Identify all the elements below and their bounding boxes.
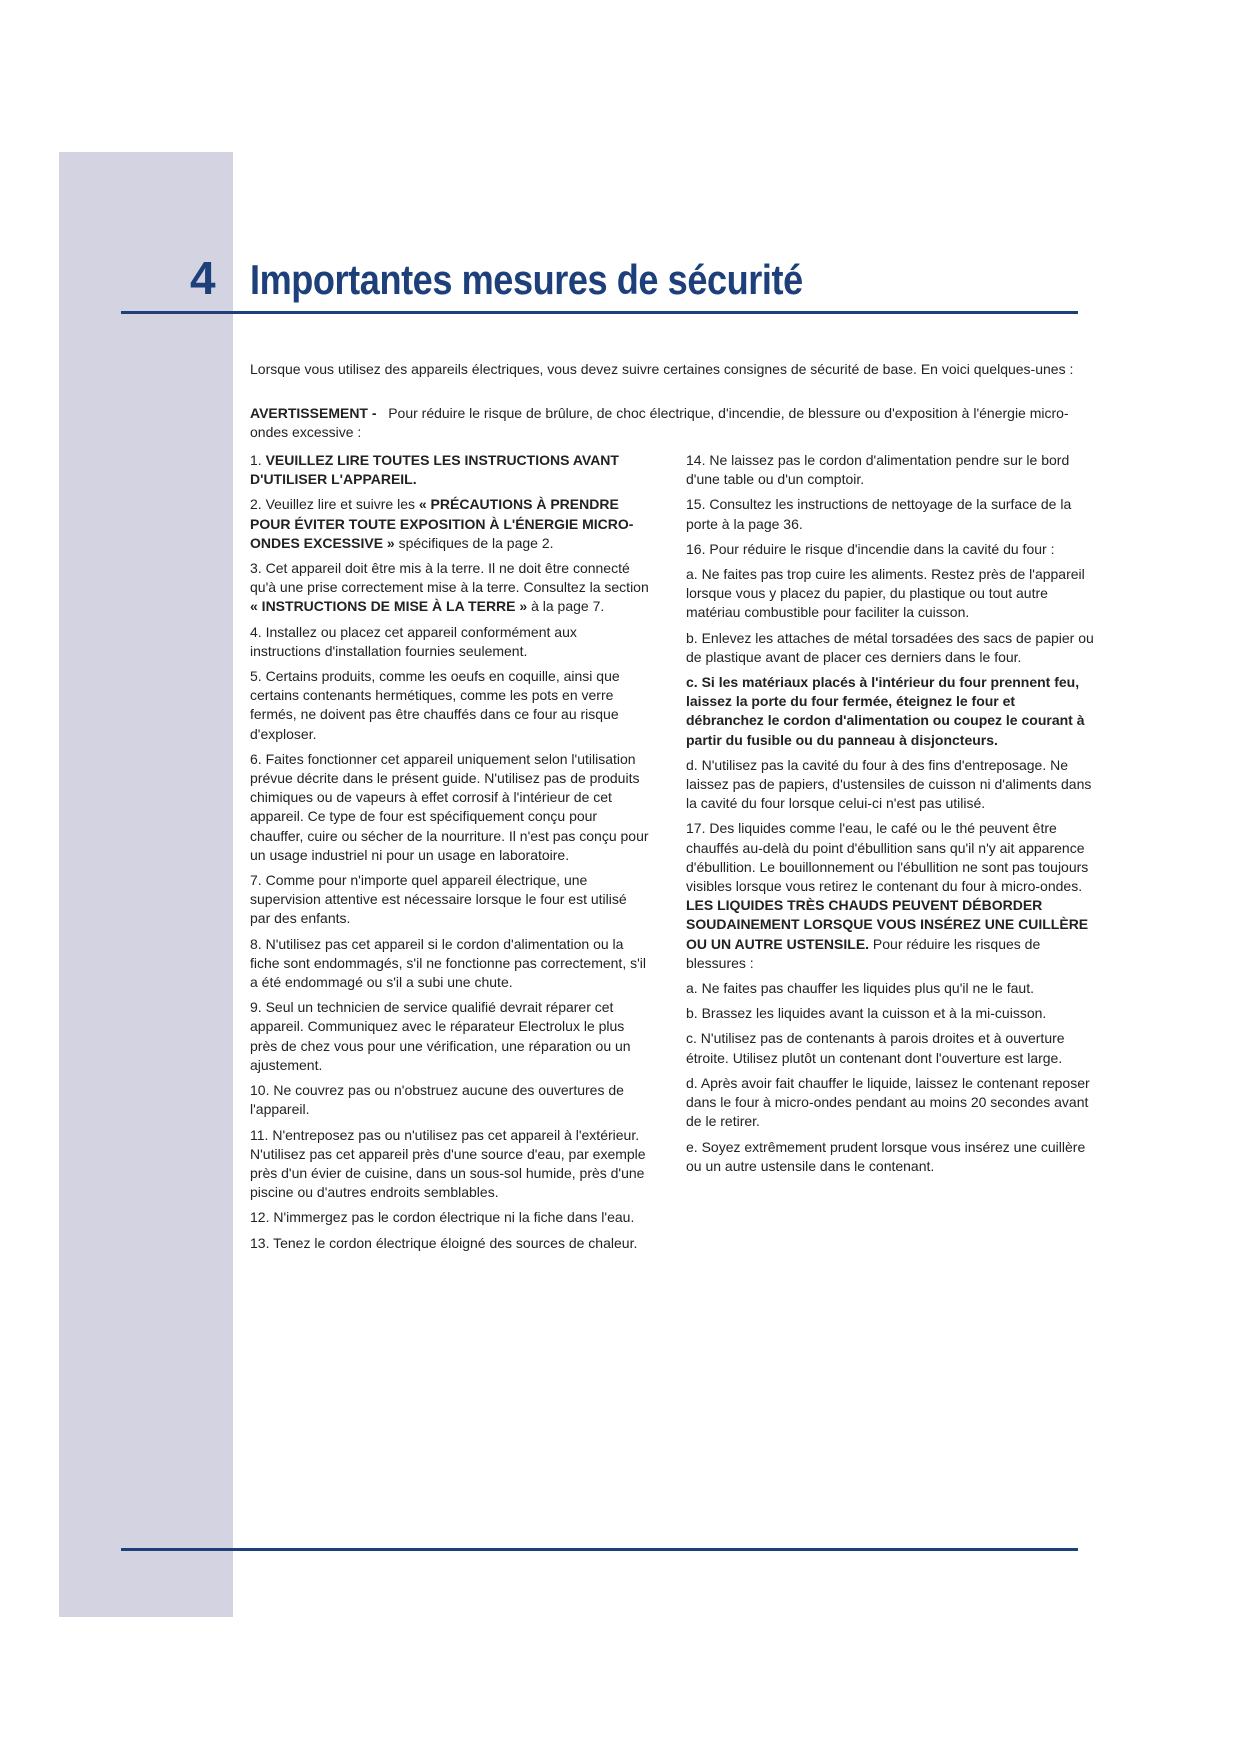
item-number: d.: [686, 1074, 698, 1091]
item-number: d.: [686, 756, 698, 773]
list-item: [686, 495, 1096, 533]
list-item: [250, 451, 650, 489]
item-text: Des liquides comme l'eau, le café ou le thé peuvent être chauffés au-delà du point d'ébullition sans qu'il n'y ait apparence d'ébullition. Le bouillonnement ou l'ébullition ne sont pas toujours visibles lorsque vous retirez le contenant du four à micro-ondes.: [686, 820, 1089, 895]
list-item: [250, 750, 650, 865]
item-number: 5.: [250, 668, 262, 685]
item-text: Soyez extrêmement prudent lorsque vous insérez une cuillère ou un autre ustensile dans le contenant.: [686, 1138, 1086, 1174]
item-text: N'entreposez pas ou n'utilisez pas cet appareil à l'extérieur. N'utilisez pas cet appareil près d'une source d'eau, par exemple près d'un évier de cuisine, dans un sous-sol humide, près d'une piscine ou d'autres endroits semblables.: [250, 1126, 646, 1201]
item-text: Installez ou placez cet appareil conformément aux instructions d'installation fournies seulement.: [250, 623, 577, 659]
item-text: à la page 7.: [527, 598, 605, 615]
item-number: e.: [686, 1138, 698, 1155]
item-bold-text: VEUILLEZ LIRE TOUTES LES INSTRUCTIONS AVANT D'UTILISER L'APPAREIL.: [250, 452, 619, 488]
item-number: a.: [686, 566, 698, 583]
item-number: b.: [686, 1005, 698, 1022]
sidebar-band: [59, 152, 233, 1617]
item-number: c.: [686, 674, 698, 691]
item-text: Enlevez les attaches de métal torsadées des sacs de papier ou de plastique avant de placer ces derniers dans le four.: [686, 629, 1094, 665]
item-text: N'immergez pas le cordon électrique ni la fiche dans l'eau.: [273, 1209, 635, 1226]
item-text: N'utilisez pas la cavité du four à des fins d'entreposage. Ne laissez pas de papiers, d'ustensiles de cuisson ni d'aliments dans la cavité du four lorsque celui-ci n'est pas utilisé.: [686, 756, 1092, 812]
list-item: [686, 979, 1096, 998]
list-item: [686, 756, 1096, 814]
item-text: Consultez les instructions de nettoyage de la surface de la porte à la page 36.: [686, 496, 1072, 532]
item-text: Pour réduire le risque d'incendie dans la cavité du four :: [709, 540, 1055, 557]
intro-paragraph: Lorsque vous utilisez des appareils électriques, vous devez suivre certaines consignes de sécurité de base. En voici quelques-unes :: [250, 361, 1074, 377]
item-text: Faites fonctionner cet appareil uniquement selon l'utilisation prévue décrite dans le présent guide. N'utilisez pas de produits chimiques ou de vapeurs à effet corrosif à l'intérieur de cet appareil. Ce type de four est spécifiquement conçu pour chauffer, cuire ou sécher de la nourriture. Il n'est pas conçu pour un usage industriel ni pour un usage en laboratoire.: [250, 750, 649, 863]
item-text: N'utilisez pas cet appareil si le cordon d'alimentation ou la fiche sont endommagés, s'il ne fonctionne pas correctement, s'il a été endommagé ou s'il a subi une chute.: [250, 935, 646, 991]
page-title: Importantes mesures de sécurité: [250, 256, 803, 303]
list-item: [686, 673, 1096, 750]
item-number: 2.: [250, 496, 262, 513]
item-text: Ne couvrez pas ou n'obstruez aucune des ouvertures de l'appareil.: [250, 1082, 624, 1118]
item-text: Pour réduire les risques de blessures :: [686, 935, 1041, 971]
list-item: [250, 1208, 650, 1227]
item-number: 9.: [250, 999, 262, 1016]
page-number: 4: [190, 252, 216, 304]
list-item: [686, 540, 1096, 559]
list-item: [686, 1004, 1096, 1023]
item-text: spécifiques de la page 2.: [394, 534, 554, 551]
list-item: [686, 1138, 1096, 1176]
item-text: Certains produits, comme les oeufs en coquille, ainsi que certains contenants hermétiques, comme les pots en verre fermés, ne doivent pas être chauffés dans ce four au risque d'exploser.: [250, 668, 620, 742]
item-bold-text: Si les matériaux placés à l'intérieur du four prennent feu, laissez la porte du four fermée, éteignez le four et débranchez le cordon d'alimentation ou coupez le courant à partir du fusible ou du panneau à disjoncteurs.: [686, 674, 1085, 748]
item-number: b.: [686, 629, 698, 646]
item-bold-text: « PRÉCAUTIONS À PRENDRE POUR ÉVITER TOUTE EXPOSITION À L'ÉNERGIE MICRO-ONDES EXCESSIVE »: [250, 496, 634, 551]
header-rule: [121, 311, 1078, 314]
item-number: 4.: [250, 623, 262, 640]
item-text: Cet appareil doit être mis à la terre. Il ne doit être connecté qu'à une prise correctement mise à la terre. Consultez la section: [250, 560, 649, 596]
warning-text: Pour réduire le risque de brûlure, de choc électrique, d'incendie, de blessure ou d'exposition à l'énergie micro-ondes excessive :: [250, 405, 1069, 440]
item-text: Après avoir fait chauffer le liquide, laissez le contenant reposer dans le four à micro-ondes pendant au moins 20 secondes avant de le retirer.: [686, 1074, 1090, 1130]
item-text: Ne faites pas trop cuire les aliments. Restez près de l'appareil lorsque vous y placez du papier, du plastique ou tout autre matériau combustible pour faciliter la cuisson.: [686, 566, 1085, 621]
item-number: 6.: [250, 750, 262, 767]
item-number: 12.: [250, 1209, 270, 1226]
list-item: [686, 451, 1096, 489]
item-bold-text: « INSTRUCTIONS DE MISE À LA TERRE »: [250, 598, 528, 615]
item-text: Comme pour n'importe quel appareil électrique, une supervision attentive est nécessaire lorsque le four est utilisé par des enfants.: [250, 872, 627, 927]
right-column: [686, 451, 1096, 1182]
list-item: [250, 623, 650, 661]
list-item: [250, 1081, 650, 1119]
item-number: 7.: [250, 872, 262, 889]
list-item: [686, 1029, 1096, 1067]
list-item: [250, 1234, 650, 1253]
list-item: [250, 667, 650, 744]
list-item: [250, 495, 650, 553]
item-number: 1.: [250, 452, 262, 468]
item-text: Ne faites pas chauffer les liquides plus qu'il ne le faut.: [701, 980, 1034, 997]
item-number: c.: [686, 1030, 697, 1047]
item-number: 16.: [686, 540, 706, 557]
item-number: 14.: [686, 452, 706, 468]
item-number: 17.: [686, 820, 706, 837]
item-number: a.: [686, 980, 698, 997]
item-text: Veuillez lire et suivre les: [265, 496, 419, 513]
item-number: 15.: [686, 496, 706, 513]
item-text: Brassez les liquides avant la cuisson et à la mi-cuisson.: [701, 1005, 1047, 1022]
list-item: [250, 1126, 650, 1203]
item-number: 11.: [250, 1126, 269, 1143]
item-number: 8.: [250, 935, 262, 952]
warning-paragraph: [250, 404, 1080, 442]
item-text: N'utilisez pas de contenants à parois droites et à ouverture étroite. Utilisez plutôt un contenant dont l'ouverture est large.: [686, 1030, 1065, 1066]
footer-rule: [121, 1548, 1078, 1551]
left-column: [250, 451, 650, 1259]
list-item: [686, 819, 1096, 973]
item-text: Tenez le cordon électrique éloigné des sources de chaleur.: [273, 1234, 638, 1251]
item-bold-text: LES LIQUIDES TRÈS CHAUDS PEUVENT DÉBORDER SOUDAINEMENT LORSQUE VOUS INSÉREZ UNE CUILLÈRE OU UN AUTRE USTENSILE.: [686, 897, 1089, 952]
item-number: 10.: [250, 1082, 270, 1099]
item-number: 13.: [250, 1234, 270, 1251]
list-item: [686, 629, 1096, 667]
warning-label: AVERTISSEMENT -: [250, 405, 377, 421]
list-item: [250, 559, 650, 617]
list-item: [250, 871, 650, 929]
list-item: [250, 935, 650, 993]
list-item: [686, 565, 1096, 623]
list-item: [686, 1074, 1096, 1132]
item-number: 3.: [250, 560, 262, 577]
item-text: Ne laissez pas le cordon d'alimentation pendre sur le bord d'une table ou d'un comptoir.: [686, 452, 1070, 488]
list-item: [250, 998, 650, 1075]
item-text: Seul un technicien de service qualifié devrait réparer cet appareil. Communiquez avec le réparateur Electrolux le plus près de chez vous pour une vérification, une réparation ou un ajustement.: [250, 999, 631, 1073]
